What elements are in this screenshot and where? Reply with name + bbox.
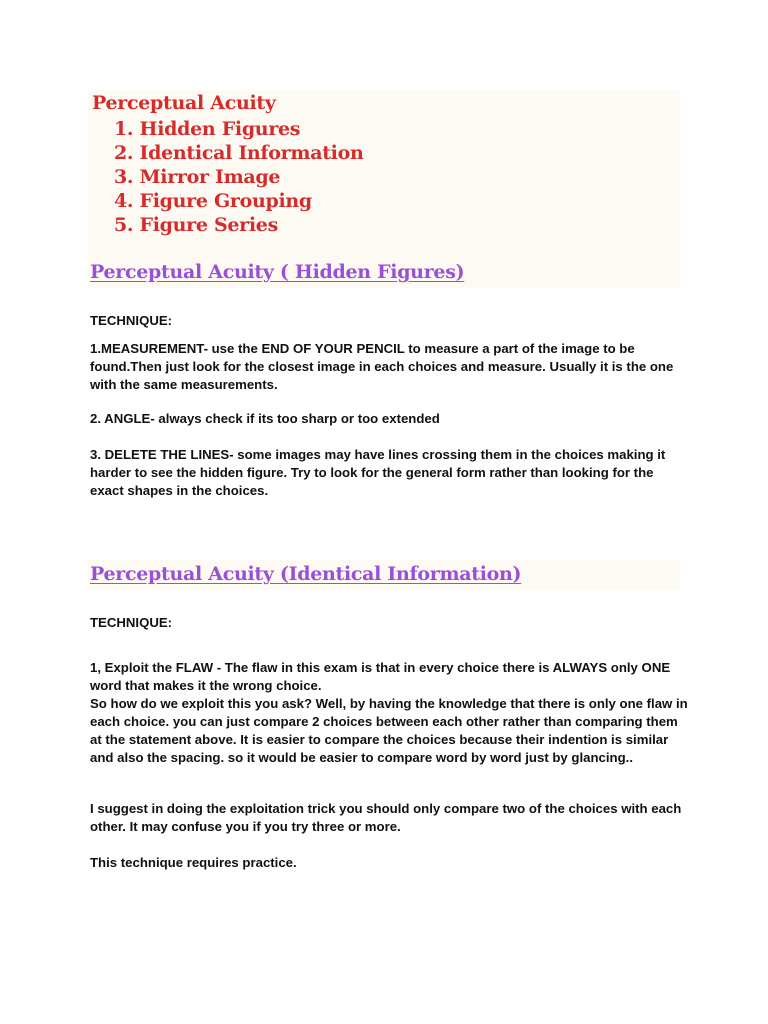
paragraph-practice: This technique requires practice. [90,855,297,870]
section-heading-hidden-figures: Perceptual Acuity ( Hidden Figures) [90,261,465,283]
outline-item-mirror-image: 3. Mirror Image [114,166,281,188]
outline-item-figure-grouping: 4. Figure Grouping [114,190,312,212]
paragraph-delete-lines: 3. DELETE THE LINES- some images may have lines crossing them in the choices making it harder to see the hidden figure. Try to look for the general form rather than looking for the exact shapes in the choices. [90,447,666,498]
outline-title: Perceptual Acuity [92,92,276,114]
paragraph-suggestion: I suggest in doing the exploitation trick you should only compare two of the choices with each other. It may confuse you if you try three or more. [90,801,682,834]
technique-label: TECHNIQUE: [90,313,173,328]
paragraph-measurement: 1.MEASUREMENT- use the END OF YOUR PENCIL to measure a part of the image to be found.Then just look for the closest image in each choices and measure. Usually it is the one with the same measurements. [90,341,674,392]
outline-item-hidden-figures: 1. Hidden Figures [114,118,301,140]
paragraph-angle: 2. ANGLE- always check if its too sharp or too extended [90,411,440,426]
outline-item-identical-information: 2. Identical Information [114,142,364,164]
technique-label: TECHNIQUE: [90,615,173,630]
paragraph-exploit-flaw: 1, Exploit the FLAW - The flaw in this exam is that in every choice there is ALWAYS only ONE word that makes it the wrong choice. [90,660,671,693]
paragraph-how-to-exploit: So how do we exploit this you ask? Well, by having the knowledge that there is only one flaw in each choice. you can just compare 2 choices between each other rather than comparing them at the statement above. It is easier to compare the choices because their indention is similar and also the spacing. so it would be easier to compare word by word just by glancing.. [90,696,688,765]
outline-item-figure-series: 5. Figure Series [114,214,278,236]
outline-list [114,117,364,237]
section-heading-identical-information: Perceptual Acuity (Identical Information) [90,563,522,585]
